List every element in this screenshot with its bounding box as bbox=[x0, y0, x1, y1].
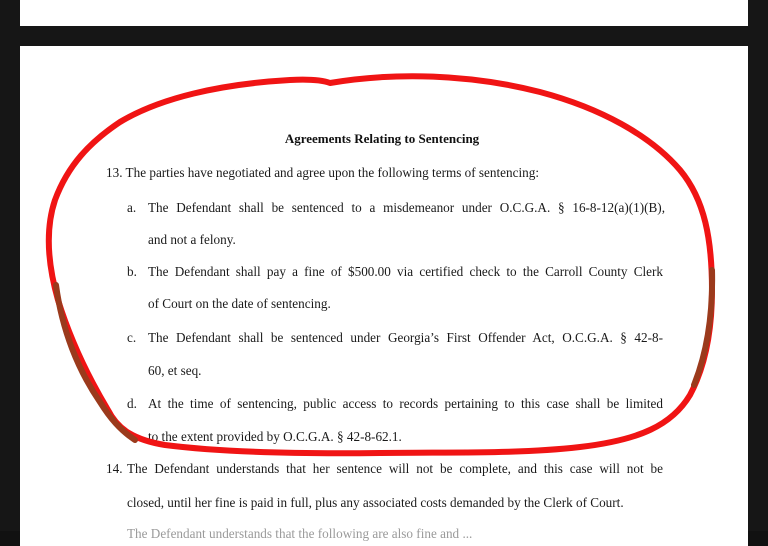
paragraph-14-number: 14. bbox=[106, 461, 123, 476]
paragraph-text: The parties have negotiated and agree upon the following terms of sentencing: bbox=[125, 165, 539, 180]
section-heading: Agreements Relating to Sentencing bbox=[284, 131, 480, 146]
list-item-b-line2: of Court on the date of sentencing. bbox=[148, 296, 331, 311]
list-item-d-marker: d. bbox=[127, 396, 137, 411]
list-item-b-line1: The Defendant shall pay a fine of $500.00 via certified check to the Carroll County Clerk bbox=[148, 264, 663, 279]
previous-page bbox=[20, 0, 748, 26]
partial-text-line: The Defendant understands that the following are also fine and ... bbox=[127, 526, 473, 541]
paragraph-number: 13. bbox=[106, 165, 123, 180]
list-item-d-line1: At the time of sentencing, public access to records pertaining to this case shall be limited bbox=[148, 396, 663, 411]
list-item-c-line2: 60, et seq. bbox=[148, 363, 202, 378]
list-item-d-line2: to the extent provided by O.C.G.A. § 42-8-62.1. bbox=[148, 429, 402, 444]
list-item-b-marker: b. bbox=[127, 264, 137, 279]
paragraph-14-line1: The Defendant understands that her sentence will not be complete, and this case will not be bbox=[127, 461, 663, 476]
paragraph-14-line2: closed, until her fine is paid in full, plus any associated costs demanded by the Clerk of Court. bbox=[127, 495, 624, 510]
list-item-a-marker: a. bbox=[127, 200, 137, 215]
list-item-c-marker: c. bbox=[127, 330, 137, 345]
list-item-a-line1: The Defendant shall be sentenced to a misdemeanor under O.C.G.A. § 16-8-12(a)(1)(B), bbox=[148, 200, 665, 215]
list-item-a-line2: and not a felony. bbox=[148, 232, 236, 247]
list-item-c-line1: The Defendant shall be sentenced under Georgia’s First Offender Act, O.C.G.A. § 42-8- bbox=[148, 330, 663, 345]
paragraph-13 bbox=[106, 165, 539, 181]
